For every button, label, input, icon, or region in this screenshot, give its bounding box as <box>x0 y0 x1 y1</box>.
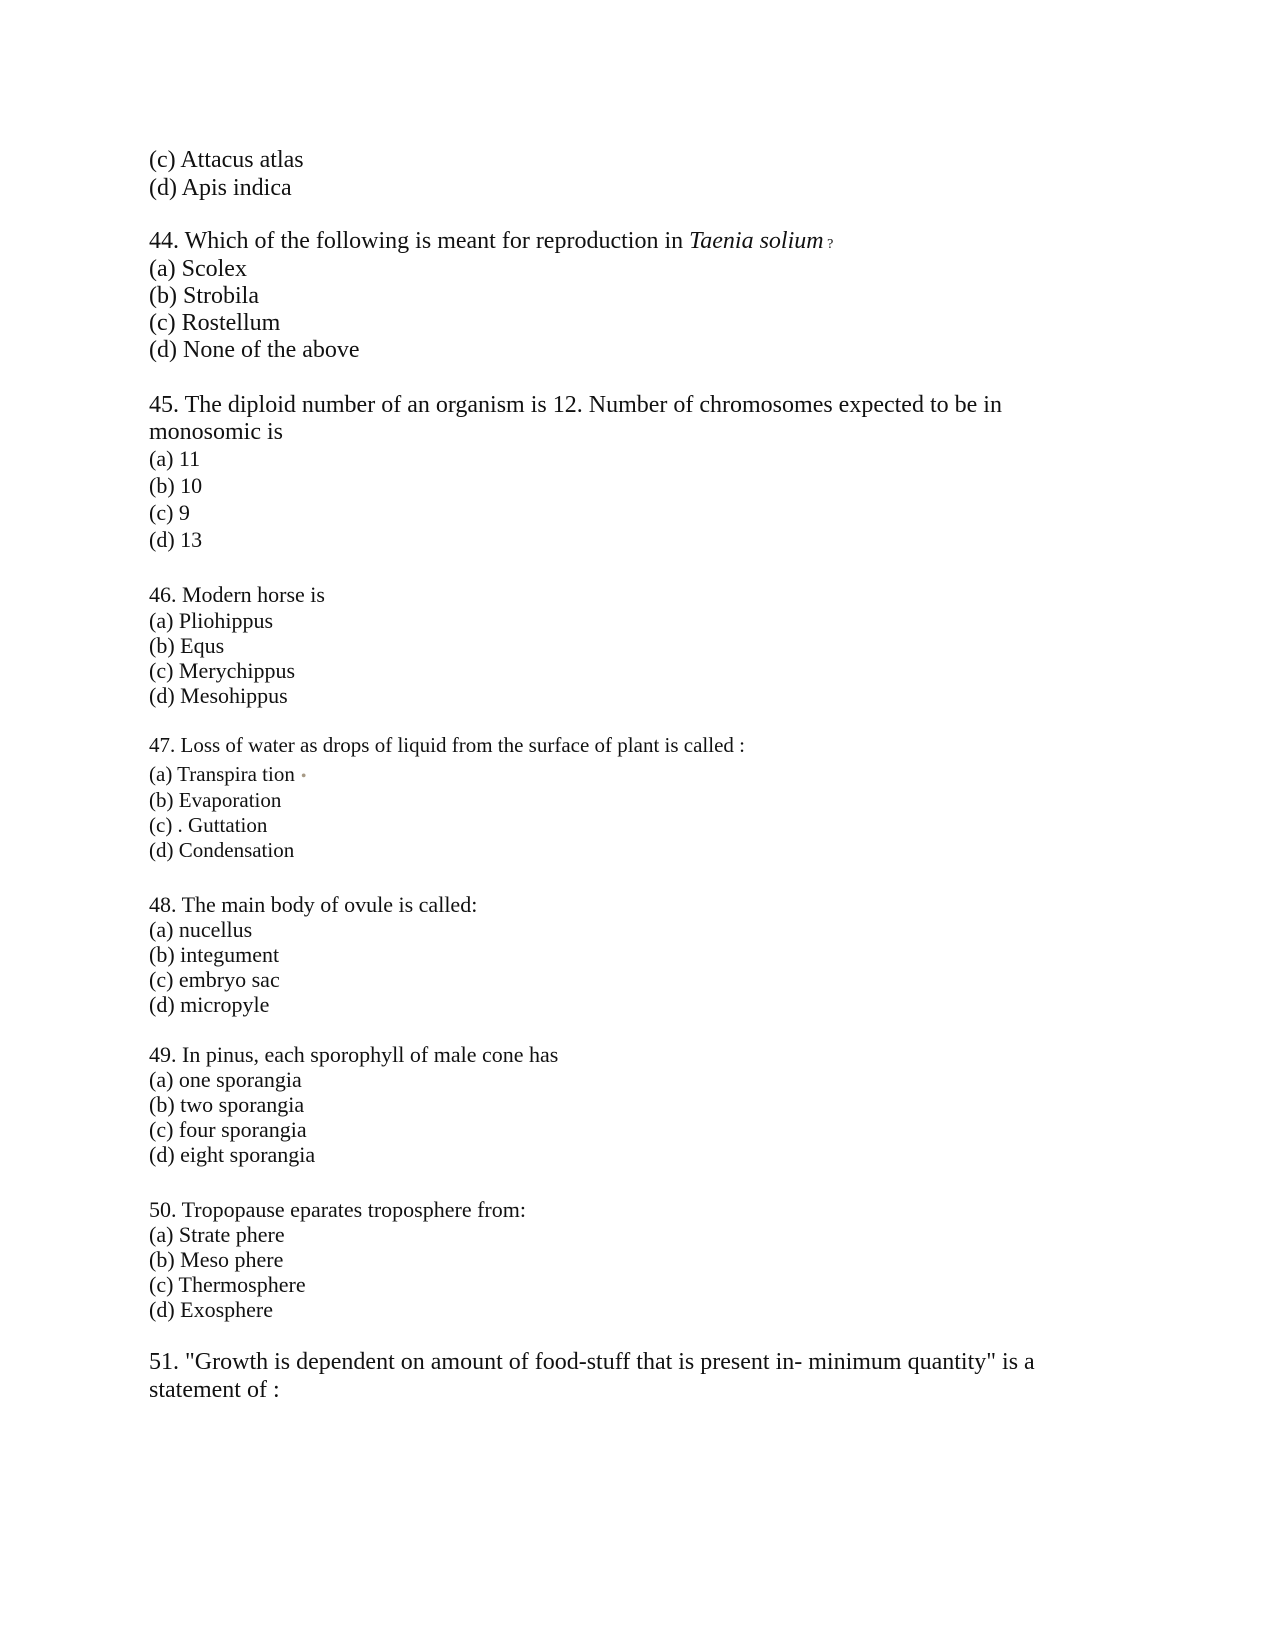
q44-stem-prefix: 44. Which of the following is meant for reproduction in <box>149 228 690 254</box>
q47-option-a <box>149 764 306 785</box>
q47-option-c: (c) . Guttation <box>149 813 268 837</box>
q45-option-d: (d) 13 <box>149 527 203 552</box>
q48-option-b: (b) integument <box>149 942 280 967</box>
q49-option-b: (b) two sporangia <box>149 1092 305 1117</box>
q50-stem: 50. Tropopause eparates troposphere from: <box>149 1197 526 1222</box>
q51-stem-line1: 51. "Growth is dependent on amount of food-stuff that is present in- minimum quantity" is a <box>149 1349 1035 1375</box>
q50-option-d: (d) Exosphere <box>149 1297 274 1322</box>
q47-stem: 47. Loss of water as drops of liquid from the surface of plant is called : <box>149 733 746 757</box>
q44-stem-italic: Taenia solium <box>689 228 824 254</box>
q46-option-d: (d) Mesohippus <box>149 683 288 708</box>
q49-option-a: (a) one sporangia <box>149 1067 302 1092</box>
q45-stem-line2: monosomic is <box>149 419 284 445</box>
q45-option-c: (c) 9 <box>149 500 190 525</box>
q44-stem <box>149 229 833 253</box>
q50-option-c: (c) Thermosphere <box>149 1272 306 1297</box>
q43-option-c: (c) Attacus atlas <box>149 147 304 173</box>
q43-option-d: (d) Apis indica <box>149 175 292 201</box>
q49-option-d: (d) eight sporangia <box>149 1142 316 1167</box>
q48-option-d: (d) micropyle <box>149 992 270 1017</box>
q47-option-d: (d) Condensation <box>149 838 295 862</box>
q44-option-a: (a) Scolex <box>149 256 247 282</box>
q44-option-c: (c) Rostellum <box>149 310 281 336</box>
q49-stem: 49. In pinus, each sporophyll of male cone has <box>149 1042 559 1067</box>
q48-option-c: (c) embryo sac <box>149 967 280 992</box>
q47-option-b: (b) Evaporation <box>149 788 282 812</box>
q47-option-a-label: (a) Transpira tion <box>149 762 295 786</box>
q46-stem: 46. Modern horse is <box>149 582 325 607</box>
q46-option-a: (a) Pliohippus <box>149 608 274 633</box>
q44-stem-suffix: ? <box>823 237 834 252</box>
q49-option-c: (c) four sporangia <box>149 1117 307 1142</box>
q51-stem-line2: statement of : <box>149 1377 280 1403</box>
q48-stem: 48. The main body of ovule is called: <box>149 892 478 917</box>
q48-option-a: (a) nucellus <box>149 917 253 942</box>
q50-option-a: (a) Strate phere <box>149 1222 285 1247</box>
q45-option-b: (b) 10 <box>149 473 203 498</box>
q46-option-c: (c) Merychippus <box>149 658 296 683</box>
q44-option-b: (b) Strobila <box>149 283 259 309</box>
q44-option-d: (d) None of the above <box>149 337 360 363</box>
q45-stem-line1: 45. The diploid number of an organism is 12. Number of chromosomes expected to be in <box>149 392 1002 418</box>
q45-option-a: (a) 11 <box>149 446 201 471</box>
q50-option-b: (b) Meso phere <box>149 1247 284 1272</box>
bullet-dot-icon: • <box>300 768 307 785</box>
q46-option-b: (b) Equs <box>149 633 225 658</box>
